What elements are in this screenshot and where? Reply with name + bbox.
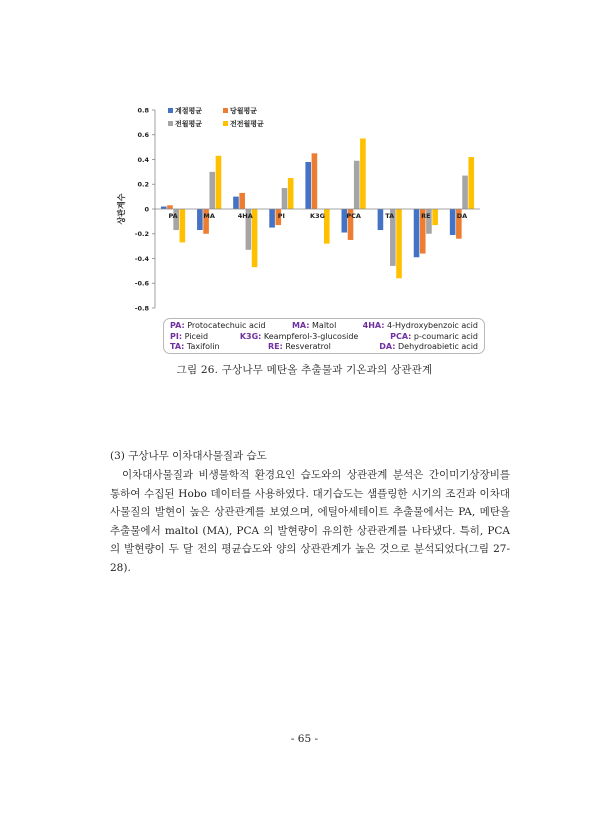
legend-label-2: 당월평균 (230, 107, 258, 115)
category-label-da: DA (456, 212, 468, 220)
bar-pca-series-3 (354, 161, 360, 209)
bar-4ha-series-2 (239, 193, 245, 209)
bar-re-series-4 (432, 209, 438, 225)
y-tick-label: 0.2 (137, 180, 149, 189)
abbreviation-key: TA: (170, 342, 185, 351)
bar-ma-series-4 (216, 156, 222, 209)
section-heading: (3) 구상나무 이차대사물질과 습도 (110, 450, 267, 462)
y-tick-label: -0.2 (134, 230, 149, 239)
abbreviation-key: PI: (170, 331, 183, 341)
bar-ma-series-1 (197, 209, 203, 230)
abbreviation-row (170, 342, 478, 353)
y-tick-label: 0.6 (137, 131, 149, 140)
bar-pa-series-4 (180, 209, 186, 242)
abbreviation-item (292, 321, 336, 332)
legend-label-1: 계절평균 (175, 107, 203, 115)
abbreviation-text: Maltol (309, 321, 337, 330)
abbreviation-key: RE: (267, 342, 283, 351)
y-tick-label: -0.4 (134, 254, 149, 263)
y-tick-label: 0 (144, 205, 149, 214)
category-label-k3g: K3G (310, 212, 325, 220)
figure-caption: 그림 26. 구상나무 메탄올 추출물과 기온과의 상관관계 (176, 364, 433, 376)
bar-da-series-3 (462, 176, 468, 209)
abbreviation-item (379, 342, 478, 353)
abbreviation-text: Taxifolin (184, 342, 220, 351)
legend-swatch-3 (168, 121, 173, 126)
legend-swatch-4 (223, 121, 228, 126)
abbreviation-text: Resveratrol (282, 342, 331, 351)
category-label-ta: TA (385, 212, 395, 220)
abbreviation-item (170, 332, 208, 343)
bar-ma-series-3 (209, 172, 215, 209)
abbreviation-text: Piceid (182, 331, 209, 341)
category-label-re: RE (421, 212, 431, 220)
abbreviation-item (268, 342, 331, 353)
bar-pi-series-4 (288, 178, 294, 209)
abbreviation-text: 4-Hydroxybenzoic acid (384, 321, 478, 330)
body-paragraph: 이차대사물질과 비생물학적 환경요인 습도와의 상관관계 분석은 간이미기상장비를 통하여 수집된 Hobo 데이터를 사용하였다. 대기습도는 샘플링한 시기의 조건과 이차대사물질의 발현이 높은 상관관계를 보였으며, 에틸아세테이트 추출물에서는 PA, 메탄올 추출물에서 maltol (MA), PCA 의 발현량이 유의한 상관관계를 나타냈다. 특히, PCA의 발현량이 두 달 전의 평균습도와 양의 상관관계가 높은 것으로 분석되었다(그림 27-28). (110, 469, 510, 574)
bar-4ha-series-1 (233, 197, 239, 209)
category-label-ma: MA (203, 212, 215, 220)
abbreviation-item (240, 332, 359, 343)
bar-da-series-4 (468, 157, 474, 209)
bar-ta-series-1 (378, 209, 384, 230)
bar-pi-series-3 (282, 188, 288, 209)
abbreviation-item (390, 332, 478, 343)
abbreviation-text: p-coumaric acid (411, 331, 478, 341)
abbreviation-key: MA: (291, 321, 310, 330)
category-label-pa: PA (168, 212, 178, 220)
legend-label-3: 전월평균 (175, 120, 203, 128)
bar-pca-series-4 (360, 138, 366, 209)
abbreviation-key: K3G: (239, 331, 262, 341)
y-tick-label: -0.6 (134, 279, 149, 288)
abbreviation-item (170, 342, 220, 353)
abbreviation-text: Dehydroabietic acid (395, 342, 478, 351)
abbreviation-row (170, 332, 478, 343)
abbreviation-item (170, 321, 266, 332)
bar-pa-series-2 (167, 205, 173, 209)
legend-label-4: 전전월평균 (230, 120, 264, 128)
abbreviation-key: 4HA: (362, 321, 385, 330)
legend-swatch-1 (168, 108, 173, 113)
y-tick-label: -0.8 (134, 304, 149, 313)
bar-k3g-series-1 (305, 162, 311, 209)
page-number: - 65 - (290, 733, 319, 745)
abbreviation-item (363, 321, 478, 332)
abbreviation-key: PCA: (390, 331, 412, 341)
y-tick-label: 0.4 (137, 155, 149, 164)
y-axis-title: 상관계수 (117, 193, 126, 225)
abbreviation-row (170, 321, 478, 332)
bar-da-series-1 (450, 209, 456, 235)
abbreviation-key: PA: (170, 321, 185, 330)
category-label-pca: PCA (346, 212, 361, 220)
bar-pi-series-1 (269, 209, 275, 228)
abbreviation-text: Keampferol-3-glucoside (261, 331, 359, 341)
abbreviation-text: Protocatechuic acid (184, 321, 266, 330)
bar-re-series-1 (414, 209, 420, 257)
abbreviation-key: DA: (379, 342, 396, 351)
y-tick-label: 0.8 (137, 106, 149, 115)
category-label-4ha: 4HA (237, 212, 253, 220)
bar-k3g-series-2 (312, 153, 318, 209)
legend-swatch-2 (223, 108, 228, 113)
abbreviation-legend-box (163, 318, 485, 354)
category-label-pi: PI (277, 212, 285, 220)
bar-ta-series-4 (396, 209, 402, 278)
